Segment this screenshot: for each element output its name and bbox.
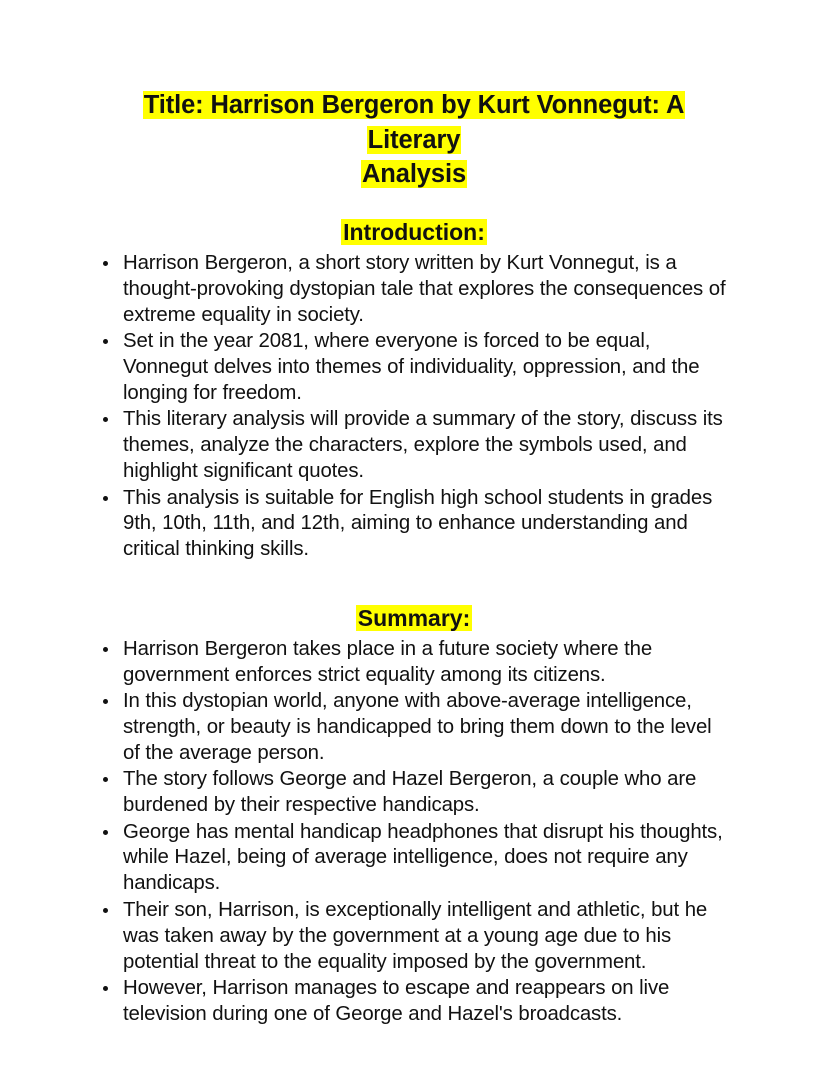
title-spacer: [96, 192, 732, 218]
list-item: Harrison Bergeron, a short story written by Kurt Vonnegut, is a thought-provoking dystopian tale that explores the consequences of extreme equality in society.: [96, 251, 732, 329]
list-item: George has mental handicap headphones that disrupt his thoughts, while Hazel, being of average intelligence, does not require any handicaps.: [96, 820, 732, 898]
section-heading-introduction-text: Introduction:: [343, 219, 485, 246]
list-item: In this dystopian world, anyone with above-average intelligence, strength, or beauty is handicapped to bring them down to the level of the average person.: [96, 689, 732, 767]
section-summary: [96, 604, 732, 1028]
section-heading-introduction: [96, 218, 732, 248]
list-item: The story follows George and Hazel Bergeron, a couple who are burdened by their respective handicaps.: [96, 767, 732, 819]
list-item: Their son, Harrison, is exceptionally intelligent and athletic, but he was taken away by the government at a young age due to his potential threat to the equality imposed by the government.: [96, 898, 732, 976]
document-title-line-2: Analysis: [361, 160, 467, 189]
list-item: Harrison Bergeron takes place in a future society where the government enforces strict equality among its citizens.: [96, 637, 732, 689]
list-item: However, Harrison manages to escape and reappears on live television during one of George and Hazel's broadcasts.: [96, 976, 732, 1028]
section-heading-summary-text: Summary:: [357, 604, 471, 631]
introduction-bullet-list: [96, 251, 732, 563]
document-title: [96, 88, 732, 192]
list-item: Set in the year 2081, where everyone is forced to be equal, Vonnegut delves into themes of individuality, oppression, and the longing for freedom.: [96, 329, 732, 407]
list-item: This analysis is suitable for English high school students in grades 9th, 10th, 11th, and 12th, aiming to enhance understanding and critical thinking skills.: [96, 486, 732, 564]
section-spacer: [96, 564, 732, 604]
list-item: This literary analysis will provide a summary of the story, discuss its themes, analyze the characters, explore the symbols used, and highlight significant quotes.: [96, 407, 732, 485]
section-introduction: [96, 218, 732, 563]
document-title-line-1: Title: Harrison Bergeron by Kurt Vonnegut: A Literary: [143, 91, 685, 154]
section-heading-summary: [96, 604, 732, 634]
summary-bullet-list: [96, 637, 732, 1028]
